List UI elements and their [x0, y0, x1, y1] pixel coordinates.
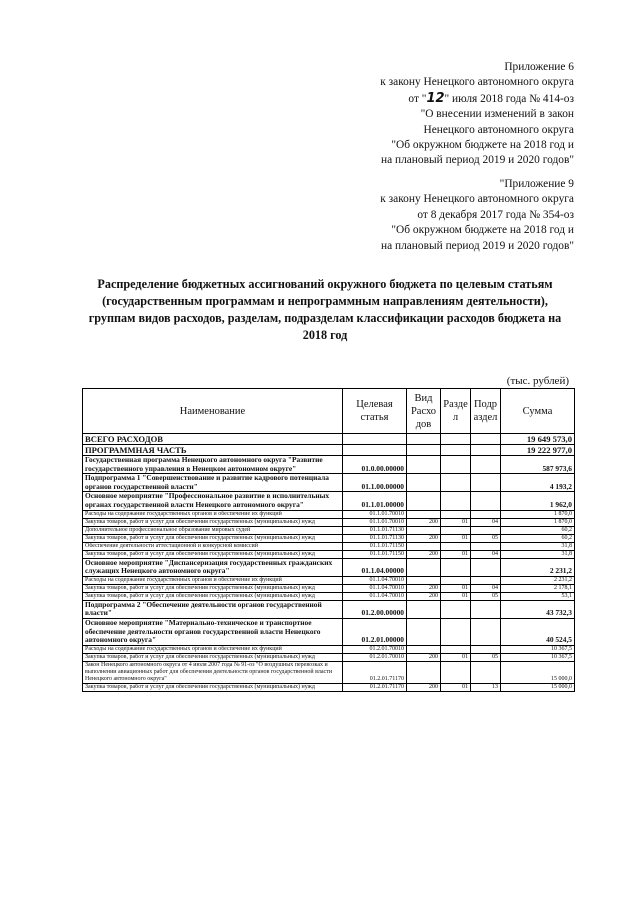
appendix-line: на плановый период 2019 и 2020 годов": [380, 239, 574, 252]
row-sum: 1 870,0: [501, 510, 575, 518]
row-subsection: 04: [471, 584, 501, 592]
row-kind: 200: [407, 584, 441, 592]
date-prefix: от ": [408, 92, 427, 105]
appendix-date-line: [380, 91, 574, 107]
row-subsection: 05: [471, 534, 501, 542]
row-section: 01: [441, 683, 471, 691]
row-subsection: [471, 526, 501, 534]
row-name: Обеспечение деятельности аттестационной и конкурсной комиссий: [83, 542, 343, 550]
row-sum: 60,2: [501, 534, 575, 542]
handwritten-day: 12: [426, 90, 445, 106]
row-name: Закупка товаров, работ и услуг для обеспечения государственных (муниципальных) нужд: [83, 534, 343, 542]
row-subsection: [471, 474, 501, 492]
row-name: Закупка товаров, работ и услуг для обеспечения государственных (муниципальных) нужд: [83, 683, 343, 691]
table-row: [83, 445, 575, 456]
table-row: [83, 661, 575, 683]
row-kind: [407, 618, 441, 645]
row-section: [441, 661, 471, 683]
row-sum: 10 367,5: [501, 645, 575, 653]
row-kind: [407, 542, 441, 550]
row-subsection: [471, 558, 501, 576]
row-name: ВСЕГО РАСХОДОВ: [83, 434, 343, 445]
row-section: 01: [441, 550, 471, 558]
row-target: 01.1.01.00000: [343, 492, 407, 510]
table-row: [83, 576, 575, 584]
row-sum: 31,8: [501, 550, 575, 558]
table-row: [83, 474, 575, 492]
row-name: Расходы на содержание государственных органов и обеспечение их функций: [83, 576, 343, 584]
row-name: Основное мероприятие "Диспансеризация государственных гражданских служащих Ненецкого автономного округа": [83, 558, 343, 576]
table-header-row: [83, 389, 575, 434]
row-target: 01.2.01.00000: [343, 618, 407, 645]
row-target: 01.1.04.70010: [343, 576, 407, 584]
appendix-line: к закону Ненецкого автономного округа: [380, 76, 574, 89]
row-subsection: 04: [471, 550, 501, 558]
row-subsection: [471, 661, 501, 683]
row-subsection: [471, 542, 501, 550]
row-section: 01: [441, 518, 471, 526]
appendix-line: Приложение 6: [504, 61, 574, 73]
table-row: [83, 542, 575, 550]
row-kind: [407, 576, 441, 584]
appendix-line: на плановый период 2019 и 2020 годов": [380, 154, 574, 167]
row-sum: 2 231,2: [501, 576, 575, 584]
row-name: Закупка товаров, работ и услуг для обеспечения государственных (муниципальных) нужд: [83, 584, 343, 592]
row-section: [441, 576, 471, 584]
appendix-line: к закону Ненецкого автономного округа: [380, 193, 574, 206]
row-kind: 200: [407, 534, 441, 542]
row-kind: [407, 661, 441, 683]
row-subsection: [471, 492, 501, 510]
row-sum: 53,1: [501, 592, 575, 600]
row-kind: [407, 434, 441, 445]
row-section: [441, 645, 471, 653]
appendix-line: "Приложение 9: [499, 178, 574, 190]
row-section: [441, 542, 471, 550]
row-name: ПРОГРАММНАЯ ЧАСТЬ: [83, 445, 343, 456]
row-section: [441, 492, 471, 510]
header-subsection: Подр аздел: [471, 389, 501, 434]
row-sum: 2 231,2: [501, 558, 575, 576]
row-target: 01.2.01.71170: [343, 661, 407, 683]
table-row: [83, 558, 575, 576]
row-kind: [407, 510, 441, 518]
row-sum: 31,8: [501, 542, 575, 550]
row-sum: 19 222 977,0: [501, 445, 575, 456]
appendix-6-header: [380, 60, 574, 169]
header-target: Целевая статья: [343, 389, 407, 434]
table-row: [83, 534, 575, 542]
table-row: [83, 492, 575, 510]
row-section: 01: [441, 584, 471, 592]
row-subsection: [471, 645, 501, 653]
table-body: [83, 434, 575, 692]
row-name: Закупка товаров, работ и услуг для обеспечения государственных (муниципальных) нужд: [83, 653, 343, 661]
row-subsection: [471, 576, 501, 584]
row-target: 01.1.04.00000: [343, 558, 407, 576]
row-subsection: [471, 434, 501, 445]
row-subsection: [471, 618, 501, 645]
row-target: [343, 445, 407, 456]
row-name: Расходы на содержание государственных органов и обеспечение их функций: [83, 645, 343, 653]
row-sum: 43 732,3: [501, 600, 575, 618]
row-name: Подпрограмма 1 "Совершенствование и развитие кадрового потенциала органов государственной власти": [83, 474, 343, 492]
row-name: Дополнительное профессиональное образование мировых судей: [83, 526, 343, 534]
row-target: [343, 434, 407, 445]
row-section: [441, 618, 471, 645]
row-target: 01.2.01.71170: [343, 683, 407, 691]
appendix-line: "Об окружном бюджете на 2018 год и: [391, 224, 574, 237]
document-title: Распределение бюджетных ассигнований окружного бюджета по целевым статьям (государственным программам и непрограммным направлениям деятельности), группам видов расходов, разделам, подразделам классификации расходов бюджета на 2018 год: [88, 277, 562, 342]
row-kind: 200: [407, 550, 441, 558]
row-target: 01.1.01.71130: [343, 534, 407, 542]
row-sum: 1 962,0: [501, 492, 575, 510]
row-subsection: [471, 445, 501, 456]
row-sum: 2 178,1: [501, 584, 575, 592]
row-name: Подпрограмма 2 "Обеспечение деятельности органов государственной власти": [83, 600, 343, 618]
row-sum: 40 524,5: [501, 618, 575, 645]
row-kind: [407, 445, 441, 456]
table-row: [83, 518, 575, 526]
header-section: Разде л: [441, 389, 471, 434]
row-section: [441, 558, 471, 576]
row-subsection: [471, 456, 501, 474]
units-label: (тыс. рублей): [506, 375, 569, 387]
row-subsection: 04: [471, 518, 501, 526]
table-row: [83, 550, 575, 558]
table-row: [83, 618, 575, 645]
appendix-line: "Об окружном бюджете на 2018 год и: [391, 139, 574, 152]
row-section: 01: [441, 653, 471, 661]
row-target: 01.1.01.70010: [343, 510, 407, 518]
row-kind: [407, 645, 441, 653]
row-kind: [407, 492, 441, 510]
table-row: [83, 683, 575, 691]
row-name: Закон Ненецкого автономного округа от 4 июля 2007 года № 91-оз "О воздушных перевозках и выполнении авиационных работ для обеспечения деятельности органов государственной власти Ненецкого автономного округа": [83, 661, 343, 683]
row-target: 01.1.04.70010: [343, 592, 407, 600]
row-target: 01.1.01.71150: [343, 550, 407, 558]
row-name: Государственная программа Ненецкого автономного округа "Развитие государственного управления в Ненецком автономном округе": [83, 456, 343, 474]
table-row: [83, 456, 575, 474]
row-section: [441, 434, 471, 445]
row-subsection: [471, 600, 501, 618]
row-kind: 200: [407, 683, 441, 691]
row-sum: 10 367,5: [501, 653, 575, 661]
row-target: 01.1.01.70010: [343, 518, 407, 526]
row-section: 01: [441, 592, 471, 600]
row-sum: 15 000,0: [501, 683, 575, 691]
row-subsection: 13: [471, 683, 501, 691]
row-name: Закупка товаров, работ и услуг для обеспечения государственных (муниципальных) нужд: [83, 592, 343, 600]
table-row: [83, 434, 575, 445]
header-sum: Сумма: [501, 389, 575, 434]
row-kind: [407, 600, 441, 618]
date-rest: июля 2018 года № 414-оз: [452, 92, 574, 105]
table-row: [83, 653, 575, 661]
row-target: 01.1.01.71130: [343, 526, 407, 534]
row-sum: 1 870,0: [501, 518, 575, 526]
header-name: Наименование: [83, 389, 343, 434]
row-target: 01.1.01.71150: [343, 542, 407, 550]
row-name: Основное мероприятие "Материально-техническое и транспортное обеспечение деятельности органов государственной власти Ненецкого автономного округа": [83, 618, 343, 645]
appendix-line: "О внесении изменений в закон: [420, 108, 574, 121]
row-section: [441, 445, 471, 456]
row-sum: 19 649 573,0: [501, 434, 575, 445]
row-name: Закупка товаров, работ и услуг для обеспечения государственных (муниципальных) нужд: [83, 550, 343, 558]
row-kind: [407, 456, 441, 474]
appendix-9-header: [380, 177, 574, 254]
header-kind: Вид Расхо дов: [407, 389, 441, 434]
row-target: 01.2.01.70010: [343, 645, 407, 653]
row-kind: 200: [407, 592, 441, 600]
row-sum: 4 193,2: [501, 474, 575, 492]
appendix-line: Ненецкого автономного округа: [423, 123, 574, 136]
table-row: [83, 510, 575, 518]
row-target: 01.2.01.70010: [343, 653, 407, 661]
table-row: [83, 584, 575, 592]
appendix-line: от 8 декабря 2017 года № 354-оз: [417, 208, 574, 221]
row-section: [441, 456, 471, 474]
row-sum: 15 000,0: [501, 661, 575, 683]
row-kind: [407, 526, 441, 534]
row-subsection: [471, 510, 501, 518]
date-suffix: ": [444, 92, 453, 105]
row-kind: [407, 558, 441, 576]
row-target: 01.1.00.00000: [343, 474, 407, 492]
row-section: [441, 510, 471, 518]
row-section: 01: [441, 534, 471, 542]
budget-table: [82, 388, 575, 692]
table-row: [83, 645, 575, 653]
row-name: Расходы на содержание государственных органов и обеспечение их функций: [83, 510, 343, 518]
table-row: [83, 600, 575, 618]
row-name: Закупка товаров, работ и услуг для обеспечения государственных (муниципальных) нужд: [83, 518, 343, 526]
row-target: 01.1.04.70010: [343, 584, 407, 592]
row-sum: 60,2: [501, 526, 575, 534]
row-kind: [407, 474, 441, 492]
row-kind: 200: [407, 653, 441, 661]
row-section: [441, 474, 471, 492]
row-name: Основное мероприятие "Профессиональное развитие в исполнительных органах государственной власти Ненецкого автономного округа": [83, 492, 343, 510]
table-row: [83, 526, 575, 534]
row-subsection: 05: [471, 653, 501, 661]
row-kind: 200: [407, 518, 441, 526]
row-target: 01.0.00.00000: [343, 456, 407, 474]
row-section: [441, 600, 471, 618]
row-section: [441, 526, 471, 534]
row-subsection: 05: [471, 592, 501, 600]
row-target: 01.2.00.00000: [343, 600, 407, 618]
row-sum: 587 973,6: [501, 456, 575, 474]
